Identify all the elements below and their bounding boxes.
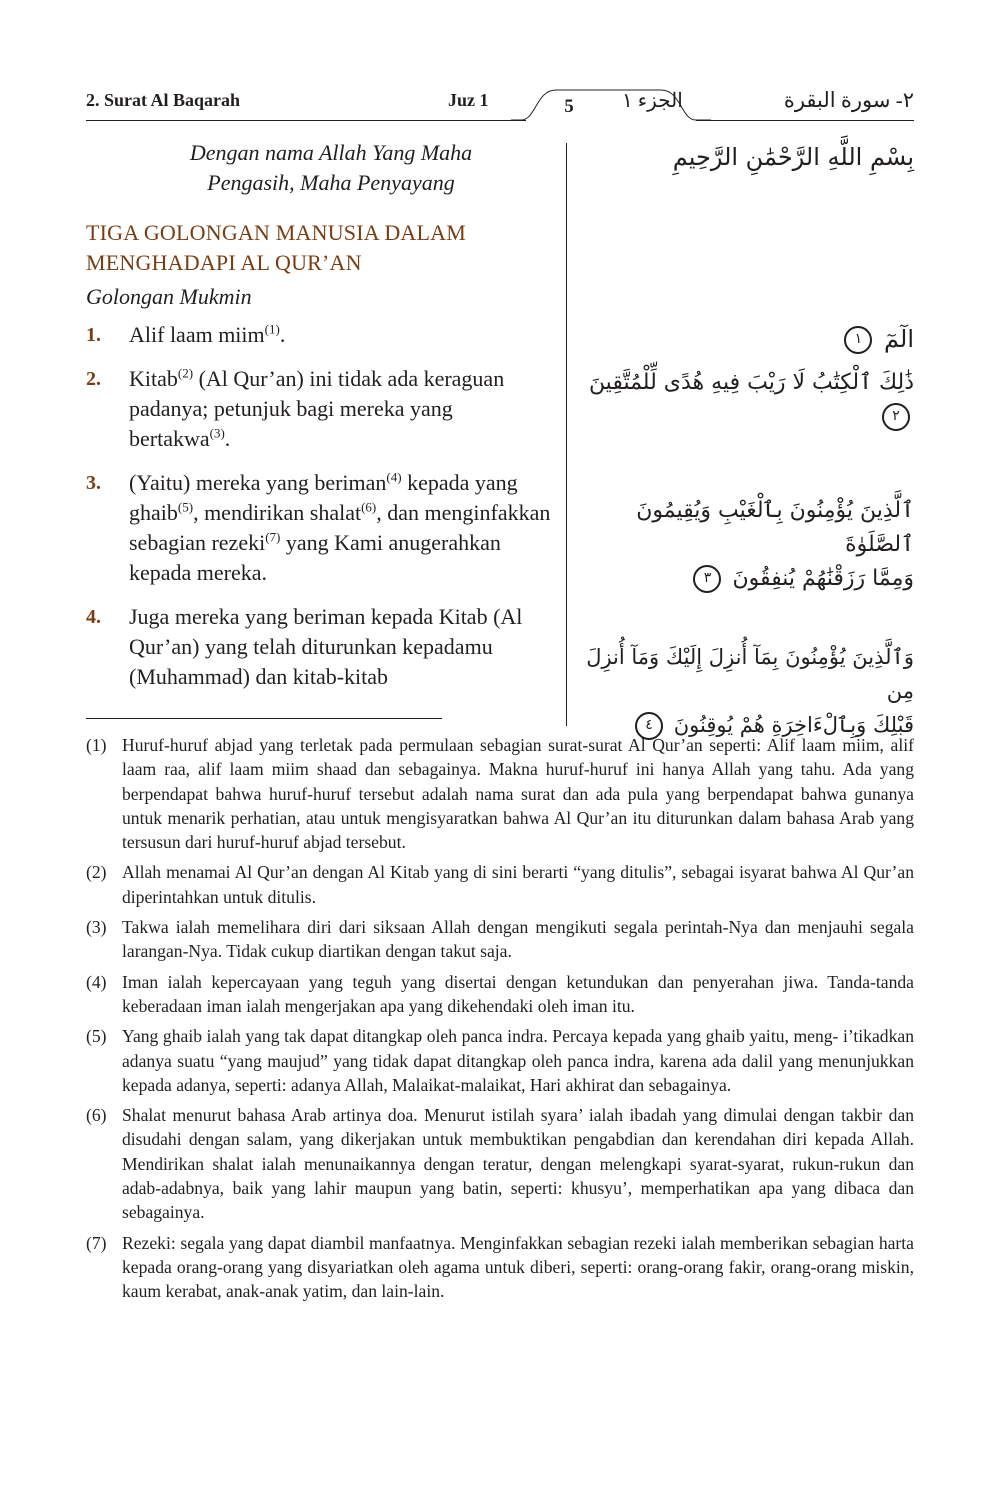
- translation-column: [86, 138, 556, 692]
- verse-number: 1.: [86, 324, 101, 346]
- footnote-number: (2): [86, 862, 107, 883]
- footnote-ref: (4): [386, 469, 402, 485]
- section-title: TIGA GOLONGAN MANUSIA DALAM MENGHADAPI AL QUR’AN: [86, 220, 467, 275]
- footnote-number: (4): [86, 971, 107, 992]
- footnote-6: (6) Shalat menurut bahasa Arab artinya doa. Menurut istilah syara’ ialah ibadah yang dimulai dengan takbir dan disudahi dengan salam, yang dikerjakan untuk membuktikan pengabdian dan kerendahan diri kepada Allah. Mendirikan shalat ialah menunaikannya dengan teratur, dengan melengkapi syarat-syarat, rukun-rukun dan adab-adabnya, baik yang lahir maupun yang batin, seperti: khusyu’, memperhatikan apa yang dibaca dan sebagainya.: [86, 1105, 914, 1223]
- footnote-number: (3): [86, 917, 107, 938]
- footnote-separator: [86, 718, 442, 719]
- footnote-ref: (6): [361, 499, 377, 515]
- page-number: 5: [564, 96, 574, 117]
- verse-translation-1: 1. Alif laam miim$^{(1)}$.: [86, 320, 556, 350]
- header-rule-right: [696, 120, 914, 121]
- ayah-end-marker-icon: ٢: [882, 403, 910, 431]
- footnote-5: (5) Yang ghaib ialah yang tak dapat ditangkap oleh panca indra. Percaya kepada yang ghaib yaitu, meng- i’tikadkan adanya suatu “yang maujud” yang tidak dapat ditangkap oleh panca indra, karena ada dalil yang menunjukkan kepada adanya, seperti: adanya Allah, Malaikat-malaikat, Hari akhirat dan sebagainya.: [86, 1026, 914, 1095]
- page-header: [86, 86, 914, 126]
- juz-label-latin: Juz 1: [448, 90, 489, 110]
- column-divider: [566, 143, 567, 726]
- footnote-number: (1): [86, 735, 107, 755]
- footnote-ref: (7): [265, 529, 281, 545]
- header-rule-left: [86, 120, 526, 121]
- arabic-column: [580, 138, 914, 742]
- verse-number: 3.: [86, 472, 101, 494]
- juz-label-arabic: الجزء ١: [622, 90, 683, 112]
- footnote-number: (5): [86, 1026, 107, 1047]
- footnotes: [86, 733, 914, 1310]
- footnote-7: (7) Rezeki: segala yang dapat diambil manfaatnya. Menginfakkan sebagian rezeki ialah memberikan sebagian harta kepada orang-orang yang disyariatkan oleh agama untuk diberi, seperti: orang-orang fakir, orang-orang miskin, kaum kerabat, anak-anak yatim, dan lain-lain.: [86, 1232, 914, 1302]
- verse-translation-3: 3. (Yaitu) mereka yang beriman$^{(4)}$ kepada yang ghaib$^{(5)}$, mendirikan shalat$^{(6)}$, dan menginfakkan sebagian rezeki$^{(7)}$ yang Kami anugerahkan kepada mereka.: [86, 469, 551, 585]
- ayah-end-marker-icon: ٤: [635, 712, 663, 740]
- footnote-4: (4) Iman ialah kepercayaan yang teguh yang disertai dengan ketundukan dan penyerahan jiwa. Tanda-tanda keberadaan iman ialah mengerjakan apa yang dikehendaki oleh iman itu.: [86, 971, 914, 1016]
- verse-arabic-4: وَٱلَّذِينَ يُؤْمِنُونَ بِمَآ أُنزِلَ إِلَيْكَ وَمَآ أُنزِلَ مِن قَبْلِكَ وَبِٱلْءَاخِرَةِ هُمْ يُوقِنُونَ ٤: [580, 640, 914, 742]
- footnote-2: (2) Allah menamai Al Qur’an dengan Al Kitab yang di sini berarti “yang ditulis”, sebagai isyarat bahwa Al Qur’an diperintahkan untuk ditulis.: [86, 862, 914, 907]
- surah-title-arabic: ٢- سورة البقرة: [783, 88, 914, 112]
- verse-translation-4: 4. Juga mereka yang beriman kepada Kitab (Al Qur’an) yang telah diturunkan kepadamu (Muhammad) dan kitab-kitab: [86, 604, 523, 689]
- footnote-1: (1) Huruf-huruf abjad yang terletak pada permulaan sebagian surat-surat Al Qur’an seperti: Alif laam miim, alif laam raa, alif laam miim shaad dan sebagainya. Makna huruf-huruf ini hanya Allah yang tahu. Ada yang berpendapat bahwa huruf-huruf tersebut adalah nama surat dan ada pula yang berpendapat bahwa gunanya untuk menarik perhatian, atau untuk mengisyaratkan bahwa Al Qur’an itu diturunkan dalam bahasa Arab yang tersusun dari huruf-huruf abjad tersebut.: [86, 735, 914, 853]
- footnote-3: (3) Takwa ialah memelihara diri dari siksaan Allah dengan mengikuti segala perintah-Nya dan menjauhi segala larangan-Nya. Tidak cukup diartikan dengan takut saja.: [86, 917, 914, 962]
- verse-arabic-2: ذَٰلِكَ ٱلْكِتَٰبُ لَا رَيْبَ فِيهِ هُدًى لِّلْمُتَّقِينَ ٢: [580, 366, 914, 434]
- verse-arabic-3: ٱلَّذِينَ يُؤْمِنُونَ بِٱلْغَيْبِ وَيُقِيمُونَ ٱلصَّلَوٰةَ وَمِمَّا رَزَقْنَٰهُمْ يُنفِقُونَ ٣: [636, 498, 914, 591]
- verse-number: 4.: [86, 606, 101, 628]
- group-title: Golongan Mukmin: [86, 284, 252, 309]
- footnote-ref: (2): [177, 365, 194, 381]
- footnote-ref: (3): [209, 425, 225, 441]
- basmalah-arabic: بِسْمِ اللَّهِ الرَّحْمَٰنِ الرَّحِيمِ: [672, 143, 914, 171]
- footnote-number: (7): [86, 1232, 107, 1253]
- footnote-ref: (1): [264, 321, 280, 337]
- ayah-end-marker-icon: ٣: [693, 565, 721, 593]
- verse-number: 2.: [86, 368, 101, 390]
- surah-title-latin: 2. Surat Al Baqarah: [86, 90, 241, 110]
- footnote-number: (6): [86, 1105, 107, 1126]
- verse-translation-2: 2. Kitab$^{(2)}$ (Al Qur’an) ini tidak ada keraguan padanya; petunjuk bagi mereka yang bertakwa$^{(3)}$.: [86, 365, 505, 451]
- verse-arabic-1: الٓمٓ ١: [580, 322, 914, 356]
- footnote-ref: (5): [177, 499, 194, 515]
- ayah-end-marker-icon: ١: [844, 326, 872, 354]
- basmalah-translation: Dengan nama Allah Yang Maha Pengasih, Maha Penyayang: [189, 140, 473, 195]
